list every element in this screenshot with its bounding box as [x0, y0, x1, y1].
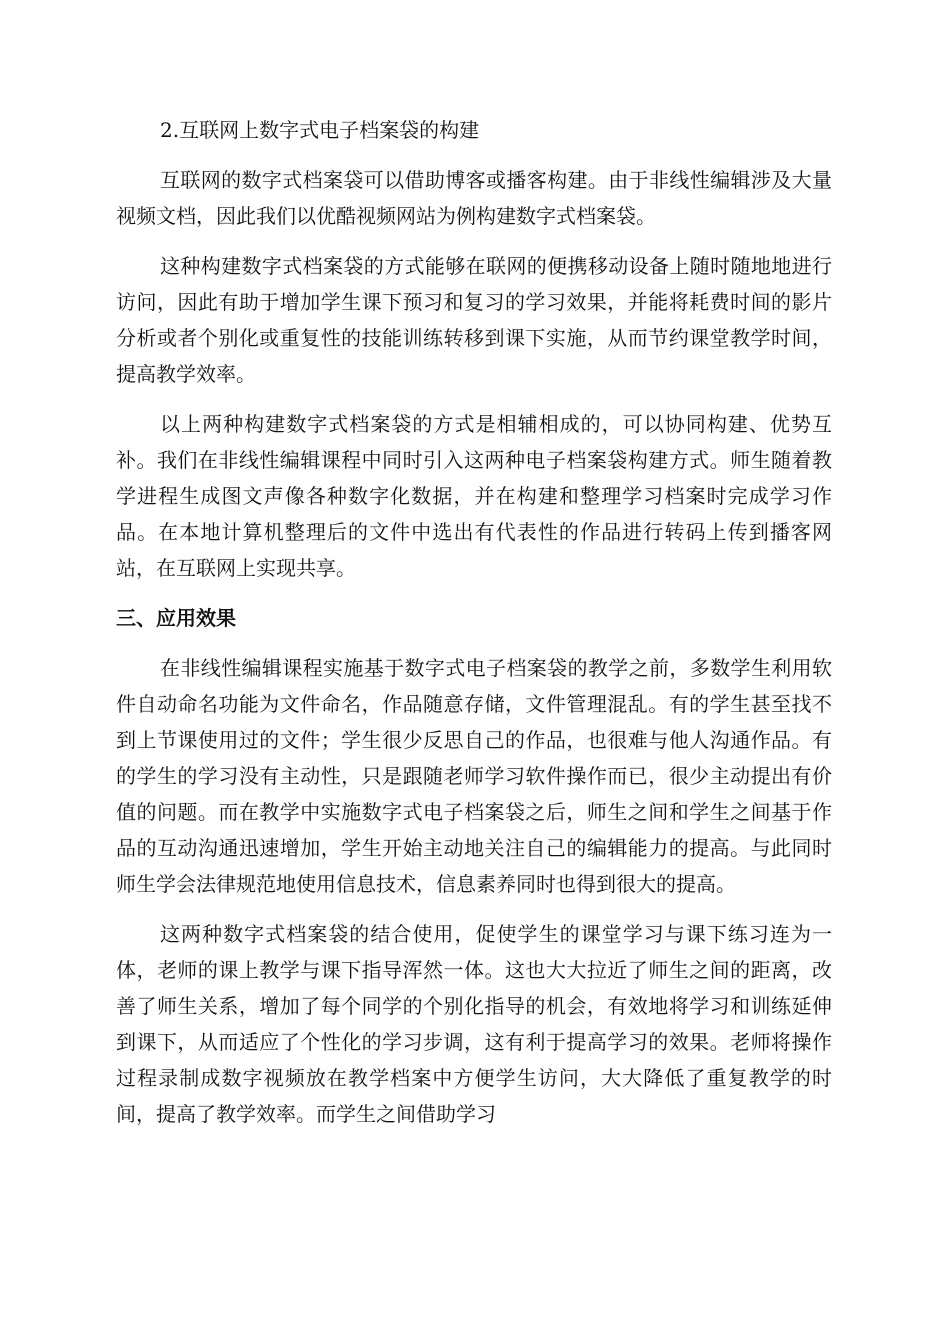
- paragraph: 以上两种构建数字式档案袋的方式是相辅相成的，可以协同构建、优势互补。我们在非线性编辑课程中同时引入这两种电子档案袋构建方式。师生随着教学进程生成图文声像各种数字化数据，并在构建和整理学习档案时完成学习作品。在本地计算机整理后的文件中选出有代表性的作品进行转码上传到播客网站，在互联网上实现共享。: [116, 412, 832, 580]
- paragraph: 这两种数字式档案袋的结合使用，促使学生的课堂学习与课下练习连为一体，老师的课上教学与课下指导浑然一体。这也大大拉近了师生之间的距离，改善了师生关系，增加了每个同学的个别化指导的机会，有效地将学习和训练延伸到课下，从而适应了个性化的学习步调，这有利于提高学习的效果。老师将操作过程录制成数字视频放在教学档案中方便学生访问，大大降低了重复教学的时间，提高了教学效率。而学生之间借助学习: [116, 922, 832, 1126]
- paragraph: 在非线性编辑课程实施基于数字式电子档案袋的教学之前，多数学生利用软件自动命名功能为文件命名，作品随意存储，文件管理混乱。有的学生甚至找不到上节课使用过的文件；学生很少反思自己的作品，也很难与他人沟通作品。有的学生的学习没有主动性，只是跟随老师学习软件操作而已，很少主动提出有价值的问题。而在教学中实施数字式电子档案袋之后，师生之间和学生之间基于作品的互动沟通迅速增加，学生开始主动地关注自己的编辑能力的提高。与此同时师生学会法律规范地使用信息技术，信息素养同时也得到很大的提高。: [116, 656, 832, 896]
- document-body: [116, 112, 832, 1146]
- subsection-heading: 2.互联网上数字式电子档案袋的构建: [160, 118, 480, 142]
- section-heading: 三、应用效果: [116, 606, 236, 630]
- paragraph: 这种构建数字式档案袋的方式能够在联网的便携移动设备上随时随地地进行访问，因此有助于增加学生课下预习和复习的学习效果，并能将耗费时间的影片分析或者个别化或重复性的技能训练转移到课下实施，从而节约课堂教学时间，提高教学效率。: [116, 254, 832, 386]
- paragraph: 互联网的数字式档案袋可以借助博客或播客构建。由于非线性编辑涉及大量视频文档，因此我们以优酷视频网站为例构建数字式档案袋。: [116, 168, 832, 228]
